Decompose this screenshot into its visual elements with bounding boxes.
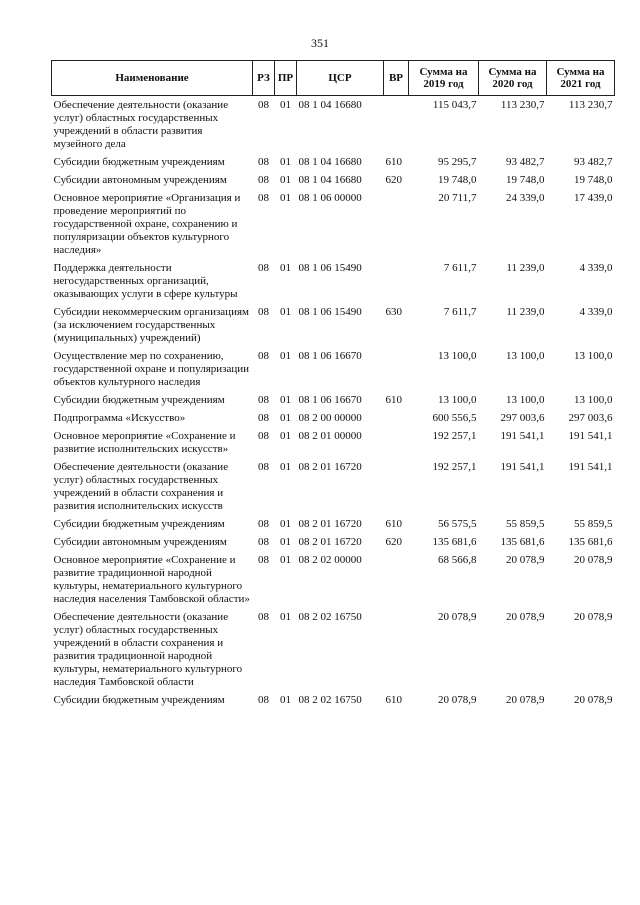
row-sum-2020: 55 859,5 <box>506 518 545 530</box>
row-csr: 08 1 04 16680 <box>298 156 362 168</box>
row-vr: 610 <box>385 156 402 168</box>
row-name: Субсидии бюджетным учреждениям <box>53 156 225 168</box>
table-row <box>52 96 615 154</box>
row-sum-2019: 20 078,9 <box>438 611 477 623</box>
row-sum-2020: 93 482,7 <box>506 156 545 168</box>
row-name: Подпрограмма «Искусство» <box>53 412 186 424</box>
row-csr: 08 2 01 16720 <box>298 536 362 548</box>
row-sum-2021: 20 078,9 <box>574 611 613 623</box>
row-pr: 01 <box>280 461 291 473</box>
row-sum-2021: 191 541,1 <box>568 430 613 442</box>
row-sum-2019: 192 257,1 <box>432 430 477 442</box>
row-sum-2021: 20 078,9 <box>574 694 613 706</box>
row-name: Основное мероприятие «Организация и проведение мероприятий по государственной охране, сохранению и популяризации объектов культурного наследия» <box>53 192 241 256</box>
row-sum-2019: 19 748,0 <box>438 174 477 186</box>
row-vr <box>384 427 409 458</box>
row-rz: 08 <box>258 611 269 623</box>
row-sum-2019: 135 681,6 <box>432 536 477 548</box>
column-header-vr: ВР <box>384 61 409 96</box>
row-sum-2019: 7 611,7 <box>443 306 477 318</box>
row-vr <box>384 189 409 259</box>
table-row <box>52 189 615 259</box>
row-name: Основное мероприятие «Сохранение и развитие исполнительских искусств» <box>53 430 236 455</box>
row-vr <box>384 409 409 427</box>
row-rz: 08 <box>258 156 269 168</box>
row-pr: 01 <box>280 192 291 204</box>
row-vr: 620 <box>385 174 402 186</box>
row-rz: 08 <box>258 694 269 706</box>
column-header-rz: РЗ <box>253 61 275 96</box>
column-header-csr: ЦСР <box>297 61 384 96</box>
row-name: Обеспечение деятельности (оказание услуг) областных государственных учреждений в области развития музейного дела <box>53 99 229 150</box>
table-row <box>52 391 615 409</box>
table-row <box>52 153 615 171</box>
row-vr <box>384 259 409 303</box>
row-pr: 01 <box>280 262 291 274</box>
row-rz: 08 <box>258 554 269 566</box>
row-rz: 08 <box>258 350 269 362</box>
row-sum-2019: 7 611,7 <box>443 262 477 274</box>
row-csr: 08 2 00 00000 <box>298 412 362 424</box>
row-rz: 08 <box>258 461 269 473</box>
page-number: 351 <box>311 36 329 50</box>
row-sum-2020: 13 100,0 <box>506 350 545 362</box>
row-vr <box>384 458 409 515</box>
row-sum-2021: 135 681,6 <box>568 536 613 548</box>
row-sum-2020: 191 541,1 <box>500 430 545 442</box>
row-rz: 08 <box>258 262 269 274</box>
row-csr: 08 2 02 16750 <box>298 694 362 706</box>
row-sum-2021: 17 439,0 <box>574 192 613 204</box>
row-sum-2021: 191 541,1 <box>568 461 613 473</box>
row-csr: 08 1 06 16670 <box>298 394 362 406</box>
row-name: Субсидии некоммерческим организациям (за исключением государственных (муниципальных) учреждений) <box>53 306 249 344</box>
row-csr: 08 1 04 16680 <box>298 174 362 186</box>
table-row <box>52 533 615 551</box>
row-vr: 620 <box>385 536 402 548</box>
row-pr: 01 <box>280 412 291 424</box>
row-csr: 08 1 04 16680 <box>298 99 362 111</box>
row-sum-2019: 20 078,9 <box>438 694 477 706</box>
table-row <box>52 515 615 533</box>
row-sum-2021: 4 339,0 <box>579 306 613 318</box>
row-name: Основное мероприятие «Сохранение и развитие традиционной народной культуры, нематериального культурного наследия населения Тамбовской области» <box>53 554 250 605</box>
row-sum-2019: 56 575,5 <box>438 518 477 530</box>
row-sum-2019: 68 566,8 <box>438 554 477 566</box>
row-name: Субсидии автономным учреждениям <box>53 536 227 548</box>
row-sum-2020: 20 078,9 <box>506 611 545 623</box>
row-csr: 08 1 06 15490 <box>298 306 362 318</box>
row-rz: 08 <box>258 192 269 204</box>
row-csr: 08 2 01 00000 <box>298 430 362 442</box>
row-sum-2021: 4 339,0 <box>579 262 613 274</box>
table-body <box>52 96 615 710</box>
column-header-sum-2021: Сумма на 2021 год <box>547 61 615 96</box>
table-row <box>52 409 615 427</box>
row-pr: 01 <box>280 536 291 548</box>
table-row <box>52 259 615 303</box>
table-row <box>52 691 615 709</box>
row-name: Субсидии бюджетным учреждениям <box>53 694 225 706</box>
row-rz: 08 <box>258 174 269 186</box>
row-sum-2020: 20 078,9 <box>506 554 545 566</box>
row-sum-2020: 11 239,0 <box>506 306 545 318</box>
row-pr: 01 <box>280 156 291 168</box>
row-csr: 08 2 02 00000 <box>298 554 362 566</box>
row-vr <box>384 551 409 608</box>
table-row <box>52 347 615 391</box>
table-row <box>52 427 615 458</box>
row-sum-2020: 191 541,1 <box>500 461 545 473</box>
table-row <box>52 171 615 189</box>
row-sum-2020: 297 003,6 <box>500 412 545 424</box>
row-sum-2020: 19 748,0 <box>506 174 545 186</box>
row-sum-2020: 113 230,7 <box>500 99 545 111</box>
row-sum-2019: 13 100,0 <box>438 350 477 362</box>
row-rz: 08 <box>258 430 269 442</box>
table-row <box>52 458 615 515</box>
row-pr: 01 <box>280 611 291 623</box>
column-header-sum-2020: Сумма на 2020 год <box>479 61 547 96</box>
row-sum-2019: 600 556,5 <box>432 412 477 424</box>
row-name: Осуществление мер по сохранению, государственной охране и популяризации объектов культурного наследия <box>53 350 250 388</box>
header-row <box>52 61 615 96</box>
row-vr <box>384 608 409 691</box>
row-sum-2021: 13 100,0 <box>574 350 613 362</box>
table-row <box>52 608 615 691</box>
row-rz: 08 <box>258 536 269 548</box>
row-csr: 08 2 02 16750 <box>298 611 362 623</box>
row-rz: 08 <box>258 394 269 406</box>
row-sum-2019: 95 295,7 <box>438 156 477 168</box>
row-pr: 01 <box>280 430 291 442</box>
row-sum-2021: 20 078,9 <box>574 554 613 566</box>
row-vr <box>384 347 409 391</box>
row-pr: 01 <box>280 306 291 318</box>
row-sum-2020: 24 339,0 <box>506 192 545 204</box>
row-pr: 01 <box>280 394 291 406</box>
row-name: Субсидии бюджетным учреждениям <box>53 394 225 406</box>
row-sum-2019: 115 043,7 <box>432 99 477 111</box>
row-sum-2021: 113 230,7 <box>568 99 613 111</box>
column-header-pr: ПР <box>275 61 297 96</box>
row-sum-2021: 13 100,0 <box>574 394 613 406</box>
row-name: Обеспечение деятельности (оказание услуг) областных государственных учреждений в области сохранения и развития традиционной народной культуры, нематериального культурного наследия Тамбовской области <box>53 611 243 688</box>
row-name: Субсидии бюджетным учреждениям <box>53 518 225 530</box>
row-sum-2020: 13 100,0 <box>506 394 545 406</box>
column-header-name: Наименование <box>52 61 253 96</box>
row-csr: 08 1 06 16670 <box>298 350 362 362</box>
row-rz: 08 <box>258 518 269 530</box>
row-sum-2019: 13 100,0 <box>438 394 477 406</box>
row-sum-2020: 20 078,9 <box>506 694 545 706</box>
row-sum-2019: 192 257,1 <box>432 461 477 473</box>
row-sum-2021: 297 003,6 <box>568 412 613 424</box>
row-csr: 08 1 06 00000 <box>298 192 362 204</box>
row-pr: 01 <box>280 174 291 186</box>
row-sum-2020: 11 239,0 <box>506 262 545 274</box>
row-name: Поддержка деятельности негосударственных организаций, оказывающих услуги в сфере культуры <box>53 262 238 300</box>
row-rz: 08 <box>258 306 269 318</box>
row-csr: 08 2 01 16720 <box>298 518 362 530</box>
row-pr: 01 <box>280 350 291 362</box>
table-row <box>52 551 615 608</box>
row-vr: 630 <box>385 306 402 318</box>
table-row <box>52 303 615 347</box>
row-name: Обеспечение деятельности (оказание услуг) областных государственных учреждений в области сохранения и развития исполнительских искусств <box>53 461 229 512</box>
row-sum-2019: 20 711,7 <box>438 192 477 204</box>
row-vr: 610 <box>385 518 402 530</box>
budget-table <box>51 60 615 709</box>
row-sum-2021: 19 748,0 <box>574 174 613 186</box>
row-rz: 08 <box>258 412 269 424</box>
row-csr: 08 1 06 15490 <box>298 262 362 274</box>
row-sum-2020: 135 681,6 <box>500 536 545 548</box>
row-csr: 08 2 01 16720 <box>298 461 362 473</box>
column-header-sum-2019: Сумма на 2019 год <box>409 61 479 96</box>
row-vr: 610 <box>385 394 402 406</box>
row-pr: 01 <box>280 518 291 530</box>
row-pr: 01 <box>280 694 291 706</box>
row-rz: 08 <box>258 99 269 111</box>
row-sum-2021: 55 859,5 <box>574 518 613 530</box>
row-vr: 610 <box>385 694 402 706</box>
row-name: Субсидии автономным учреждениям <box>53 174 227 186</box>
row-vr <box>384 96 409 154</box>
row-pr: 01 <box>280 554 291 566</box>
row-pr: 01 <box>280 99 291 111</box>
row-sum-2021: 93 482,7 <box>574 156 613 168</box>
